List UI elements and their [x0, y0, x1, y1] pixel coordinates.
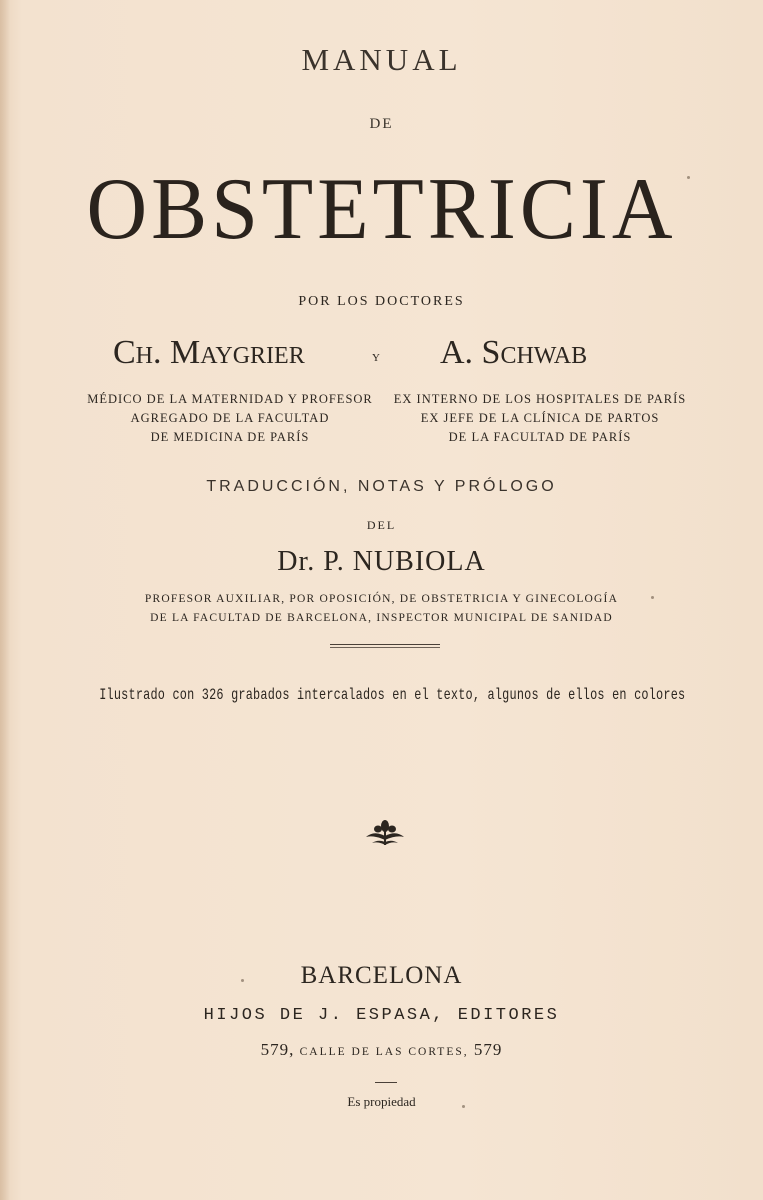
- author-2-name-text: A. Schwab: [440, 334, 588, 371]
- authors-conjunction: Y: [372, 352, 380, 364]
- author-2-credentials: [380, 390, 700, 447]
- translation-del: DEL: [366, 518, 397, 532]
- translator-credentials: [0, 590, 763, 628]
- divider-rule: [330, 644, 440, 645]
- author-1-credential-line: AGREGADO DE LA FACULTAD: [130, 411, 330, 425]
- translator-credential-line: DE LA FACULTAD DE BARCELONA, INSPECTOR MUNICIPAL DE SANIDAD: [150, 612, 613, 624]
- address-number-left: 579,: [260, 1040, 295, 1059]
- ink-speck: [462, 1105, 465, 1108]
- authors-intro: POR LOS DOCTORES: [298, 294, 465, 309]
- author-1-credentials: [60, 390, 400, 447]
- author-2-name: [440, 334, 587, 372]
- author-2-credential-line: DE LA FACULTAD DE PARÍS: [448, 430, 632, 444]
- ink-speck: [651, 596, 654, 599]
- author-1-name: [113, 334, 305, 372]
- imprint-publisher: HIJOS DE J. ESPASA, EDITORES: [203, 1006, 560, 1025]
- address-street: CALLE DE LAS CORTES,: [299, 1046, 469, 1058]
- fleuron-ornament-icon: [364, 816, 406, 852]
- illustration-note: Ilustrado con 326 grabados intercalados en el texto, algunos de ellos en colores: [99, 686, 686, 704]
- imprint-city: BARCELONA: [300, 962, 463, 989]
- translator-name: Dr. P. NUBIOLA: [277, 546, 486, 577]
- author-1-credential-line: DE MEDICINA DE PARÍS: [150, 430, 310, 444]
- book-title: OBSTETRICIA: [86, 160, 677, 258]
- author-2-credential-line: EX JEFE DE LA CLÍNICA DE PARTOS: [420, 411, 660, 425]
- rights-notice: Es propiedad: [347, 1094, 416, 1109]
- title-de: DE: [369, 116, 394, 132]
- ink-speck: [241, 979, 244, 982]
- imprint-rule: [375, 1082, 397, 1083]
- author-2-credential-line: EX INTERNO DE LOS HOSPITALES DE PARÍS: [393, 392, 687, 406]
- ink-speck: [687, 176, 690, 179]
- title-top: MANUAL: [301, 42, 462, 77]
- address-number-right: 579: [473, 1040, 503, 1059]
- author-1-name-text: Ch. Maygrier: [113, 334, 305, 371]
- translation-credit: TRADUCCIÓN, NOTAS Y PRÓLOGO: [206, 478, 557, 495]
- divider-rule-thin: [330, 647, 440, 648]
- imprint-address: [0, 1040, 763, 1060]
- author-1-credential-line: MÉDICO DE LA MATERNIDAD Y PROFESOR: [87, 392, 373, 406]
- translator-credential-line: PROFESOR AUXILIAR, POR OPOSICIÓN, DE OBSTETRICIA Y GINECOLOGÍA: [144, 593, 619, 605]
